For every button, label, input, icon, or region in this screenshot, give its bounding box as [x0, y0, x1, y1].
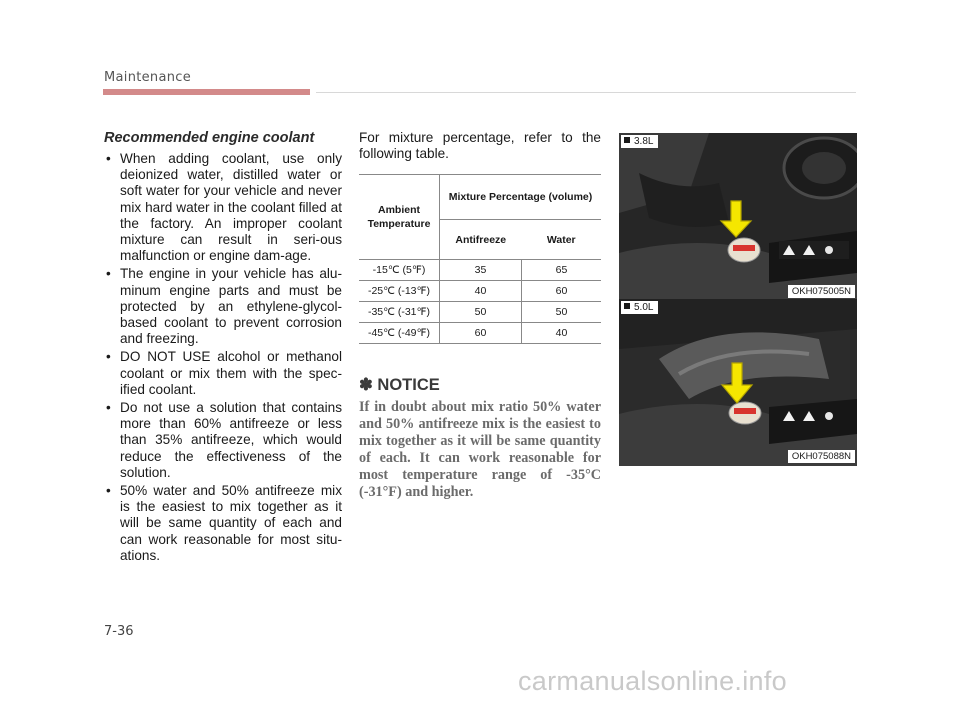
left-column: [104, 130, 342, 566]
engine-photo-3-8l: [619, 133, 857, 301]
col-antifreeze-header: Antifreeze: [440, 220, 522, 260]
cell-antifreeze: 35: [440, 260, 522, 281]
bullet-text: The engine in your vehicle has alu-minum engine parts and must be protected by an ethylene-glycol-based coolant to prevent corrosion and freezing.: [120, 266, 342, 347]
watermark: carmanualsonline.info: [518, 666, 787, 696]
notice-title-text: NOTICE: [377, 376, 440, 395]
list-item: • The engine in your vehicle has alu-minum engine parts and must be protected by an ethylene-glycol-based coolant to prevent corrosion and freezing.: [106, 266, 342, 347]
list-item: • 50% water and 50% antifreeze mix is the easiest to mix together as it will be same quantity of each and can work reasonable for most situ-ations.: [106, 483, 342, 563]
header-divider: [316, 92, 856, 93]
engine-label-badge: [621, 301, 658, 314]
list-item: • DO NOT USE alcohol or methanol coolant or mix them with the spec-ified coolant.: [106, 349, 342, 397]
bullet-text: DO NOT USE alcohol or methanol coolant or mix them with the spec-ified coolant.: [120, 349, 342, 397]
middle-column: [359, 130, 601, 501]
header-accent-rule: [103, 89, 310, 95]
table-row: [359, 323, 601, 344]
cell-temp: -35℃ (-31℉): [359, 302, 440, 323]
engine-bay-image: [619, 299, 857, 466]
cell-antifreeze: 60: [440, 323, 522, 344]
notice-body: If in doubt about mix ratio 50% water and 50% antifreeze mix is the easiest to mix together as it will be same quantity of each. It can work reasonable for most temperature range of -35°C (-31°F) and higher.: [359, 399, 601, 501]
cell-water: 50: [522, 302, 602, 323]
cell-temp: -45℃ (-49℉): [359, 323, 440, 344]
page-number: 7-36: [104, 624, 134, 639]
engine-bay-image: [619, 133, 857, 301]
mixture-table: [359, 174, 601, 344]
coolant-heading: Recommended engine coolant: [104, 130, 315, 146]
notice-title: [359, 375, 601, 395]
col-mix-header: Mixture Percentage (volume): [440, 175, 602, 220]
engine-label-badge: [621, 135, 658, 148]
col-water-header: Water: [522, 220, 602, 260]
list-item: • Do not use a solution that contains more than 60% antifreeze or less than 35% antifreeze, which would reduce the effectiveness of the solution.: [106, 400, 342, 480]
cell-water: 65: [522, 260, 602, 281]
bullet-text: Do not use a solution that contains more than 60% antifreeze or less than 35% antifreeze, which would reduce the effectiveness of the solution.: [120, 400, 342, 480]
bullet-text: 50% water and 50% antifreeze mix is the easiest to mix together as it will be same quantity of each and can work reasonable for most situ-ations.: [120, 483, 342, 563]
cell-antifreeze: 40: [440, 281, 522, 302]
square-bullet-icon: [624, 303, 630, 309]
cell-temp: -25℃ (-13℉): [359, 281, 440, 302]
col-ambient-header: Ambient Temperature: [359, 175, 440, 260]
section-title: Maintenance: [104, 70, 192, 85]
table-row: [359, 302, 601, 323]
coolant-bullet-list: [104, 151, 342, 564]
cell-temp: -15℃ (5℉): [359, 260, 440, 281]
figure-code: OKH075005N: [788, 285, 855, 298]
table-row: [359, 260, 601, 281]
engine-photo-5-0l: [619, 299, 857, 466]
engine-label: 5.0L: [634, 302, 654, 313]
table-intro: For mixture percentage, refer to the following table.: [359, 130, 601, 162]
figure-code: OKH075088N: [788, 450, 855, 463]
table-row: [359, 281, 601, 302]
cell-water: 40: [522, 323, 602, 344]
cell-antifreeze: 50: [440, 302, 522, 323]
bullet-text: When adding coolant, use only deionized water, distilled water or soft water for your vehicle and never mix hard water in the coolant filled at the factory. An improper coolant mixture can result in seri-ous malfunction or engine dam-age.: [120, 151, 342, 264]
cell-water: 60: [522, 281, 602, 302]
list-item: • When adding coolant, use only deionized water, distilled water or soft water for your vehicle and never mix hard water in the coolant filled at the factory. An improper coolant mixture can result in seri-ous malfunction or engine dam-age.: [106, 151, 342, 264]
notice-symbol-icon: ✽: [359, 376, 373, 395]
engine-label: 3.8L: [634, 136, 654, 147]
square-bullet-icon: [624, 137, 630, 143]
